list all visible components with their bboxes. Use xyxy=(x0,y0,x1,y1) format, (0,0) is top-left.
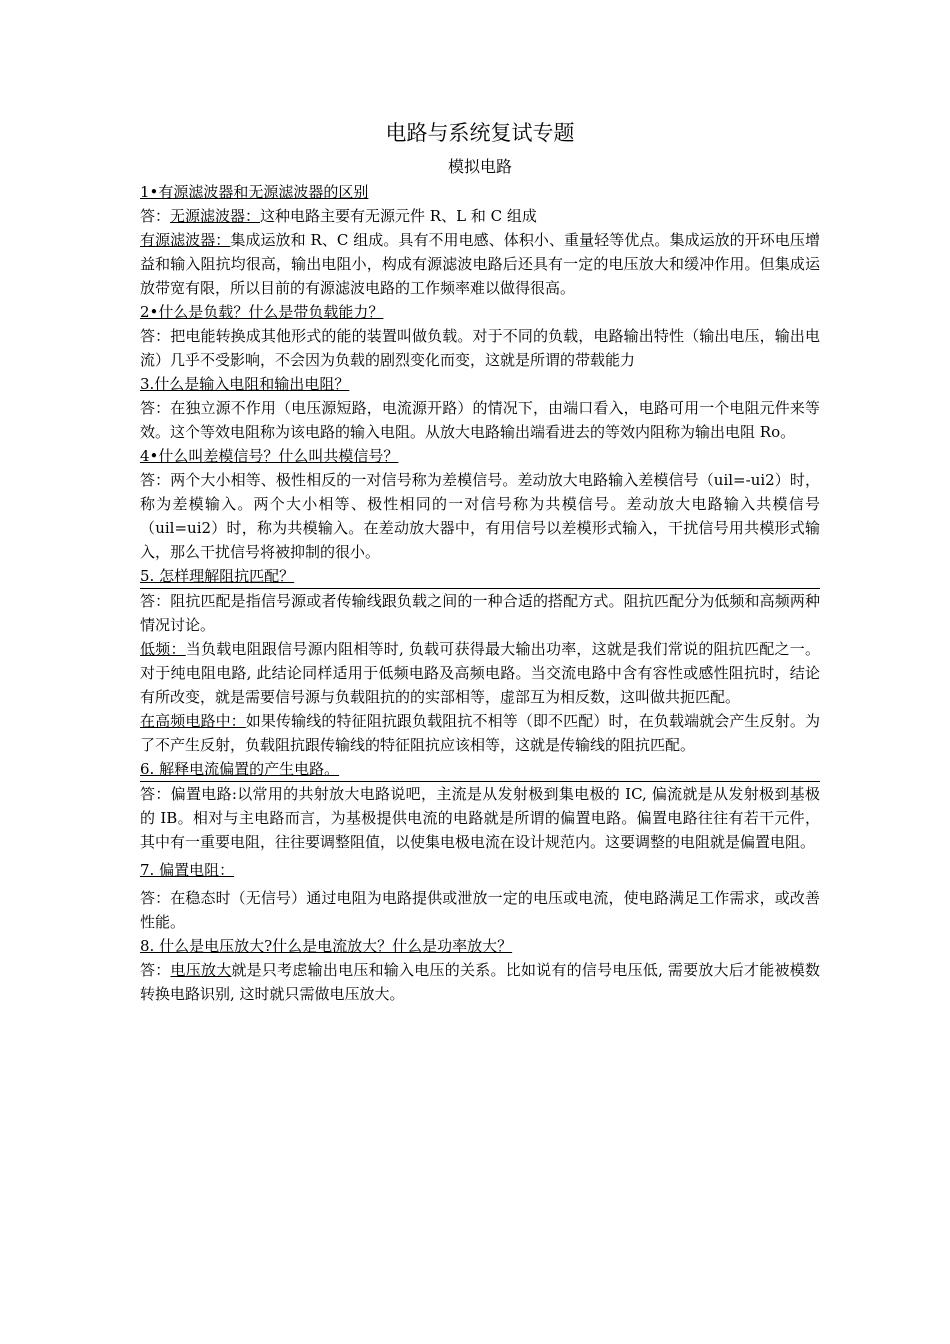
passive-filter-label: 无源滤波器： xyxy=(170,207,261,225)
question-3: 3.什么是输入电阻和输出电阻？ xyxy=(140,375,350,393)
document-title: 电路与系统复试专题 xyxy=(385,121,575,145)
answer-8 xyxy=(140,958,820,1006)
answer-prefix: 答： xyxy=(140,207,171,225)
answer-3: 答：在独立源不作用（电压源短路，电流源开路）的情况下，由端口看入，电路可用一个电阻元件来等效。这个等效电阻称为该电路的输入电阻。从放大电路输出端看进去的等效内阻称为输出电阻 Ro。 xyxy=(140,399,820,441)
passive-filter-text: 这种电路主要有无源元件 R、L 和 C 组成 xyxy=(260,207,537,225)
answer-prefix: 答： xyxy=(140,961,171,979)
answer-2: 答：把电能转换成其他形式的能的装置叫做负载。对于不同的负载，电路输出特性（输出电压，输出电流）几乎不受影响，不会因为负载的剧烈变化而变，这就是所谓的带载能力 xyxy=(140,327,820,369)
question-6-text: 6. 解释电流偏置的产生电路。 xyxy=(140,760,340,778)
high-frequency-text: 如果传输线的特征阻抗跟负载阻抗不相等（即不匹配）时，在负载端就会产生反射。为了不产生反射，负载阻抗跟传输线的特征阻抗应该相等，这就是传输线的阻抗匹配。 xyxy=(140,712,820,754)
question-2: 2•什么是负载？什么是带负载能力？ xyxy=(140,303,384,321)
answer-6: 答：偏置电路:以常用的共射放大电路说吧，主流是从发射极到集电极的 IC, 偏流就是从发射极到基极的 IB。相对与主电路而言，为基极提供电流的电路就是所谓的偏置电路。偏置电路往往有若干元件，其中有一重要电阻，往往要调整阻值，以使集电极电流在设计规范内。这要调整的电阻就是偏置电阻。 xyxy=(140,785,820,851)
low-frequency-label: 低频： xyxy=(140,640,186,658)
high-frequency-label: 在高频电路中： xyxy=(140,712,246,730)
question-7: 7. 偏置电阻： xyxy=(140,861,235,879)
question-4: 4•什么叫差模信号？什么叫共模信号？ xyxy=(140,447,399,465)
document-page xyxy=(140,118,820,1006)
question-5-text: 5. 怎样理解阻抗匹配？ xyxy=(140,567,295,585)
voltage-amplification-label: 电压放大 xyxy=(170,961,232,979)
section-subtitle: 模拟电路 xyxy=(447,157,512,176)
question-8: 8. 什么是电压放大?什么是电流放大？什么是功率放大？ xyxy=(140,937,513,955)
question-5 xyxy=(140,564,820,589)
low-frequency-text: 当负载电阻跟信号源内阻相等时, 负载可获得最大输出功率，这就是我们常说的阻抗匹配之一。对于纯电阻电路, 此结论同样适用于低频电路及高频电路。当交流电路中含有容性或感性阻抗时，结论有所改变，就是需要信号源与负载阻抗的的实部相等，虚部互为相反数，这叫做共扼匹配。 xyxy=(140,640,820,706)
answer-5: 答：阻抗匹配是指信号源或者传输线跟负载之间的一种合适的搭配方式。阻抗匹配分为低频和高频两种情况讨论。 xyxy=(140,592,820,634)
answer-5-low xyxy=(140,637,820,709)
answer-1-passive xyxy=(140,204,820,228)
answer-4: 答：两个大小相等、极性相反的一对信号称为差模信号。差动放大电路输入差模信号（uil=-ui2）时，称为差模输入。两个大小相等、极性相同的一对信号称为共模信号。差动放大电路输入共模信号（uil=ui2）时，称为共模输入。在差动放大器中，有用信号以差模形式输入，干扰信号用共模形式输入，那么干扰信号将被抑制的很小。 xyxy=(140,471,820,561)
active-filter-label: 有源滤波器： xyxy=(140,231,231,249)
active-filter-text: 集成运放和 R、C 组成。具有不用电感、体积小、重量轻等优点。集成运放的开环电压增益和输入阻抗均很高，输出电阻小，构成有源滤波电路后还具有一定的电压放大和缓冲作用。但集成运放带宽有限，所以目前的有源滤波电路的工作频率难以做得很高。 xyxy=(140,231,820,297)
answer-1-active xyxy=(140,228,820,300)
question-6 xyxy=(140,757,820,782)
answer-5-high xyxy=(140,709,820,757)
question-1: 1•有源滤波器和无源滤波器的区别 xyxy=(140,183,369,201)
answer-7: 答：在稳态时（无信号）通过电阻为电路提供或泄放一定的电压或电流，使电路满足工作需求，或改善性能。 xyxy=(140,889,820,931)
voltage-amplification-text: 就是只考虑输出电压和输入电压的关系。比如说有的信号电压低, 需要放大后才能被模数转换电路识别, 这时就只需做电压放大。 xyxy=(140,961,820,1003)
